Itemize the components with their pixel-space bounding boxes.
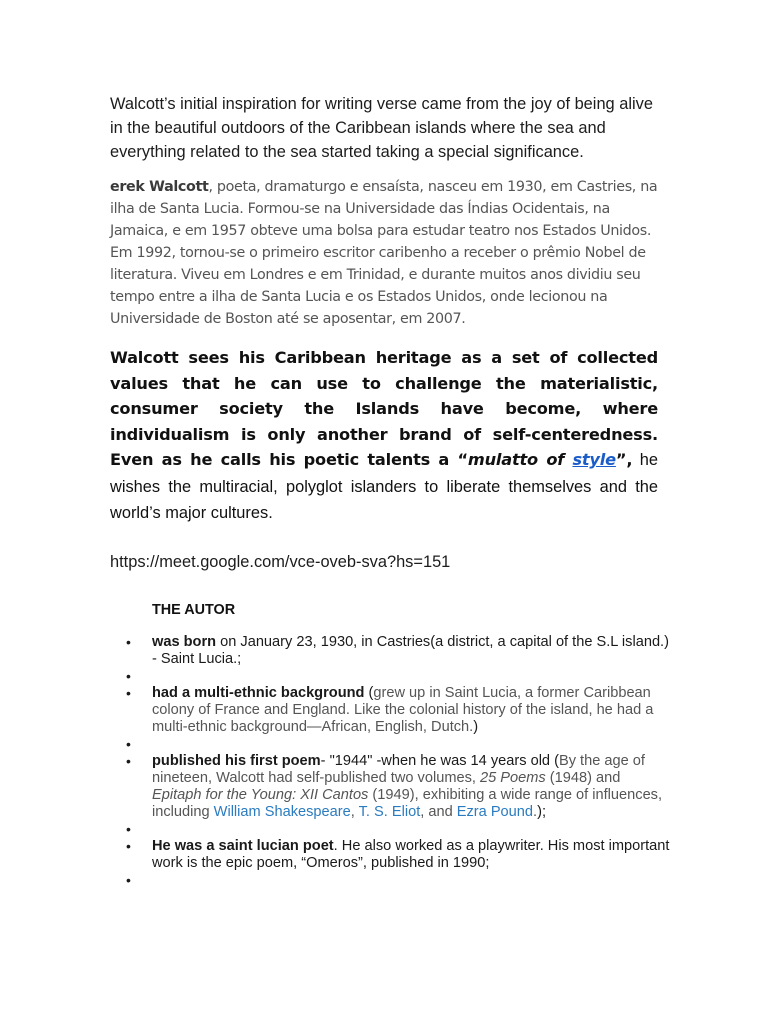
paragraph-heritage — [110, 345, 658, 527]
author-facts-list — [110, 634, 670, 889]
bullet-icon: • — [126, 838, 131, 854]
item-gray-text: By the age of nineteen, Walcott had self-published two volumes, — [152, 753, 645, 786]
item-gray-text: . — [533, 804, 538, 820]
item-text: ( — [364, 685, 374, 701]
style-link[interactable]: style — [572, 450, 616, 469]
list-item-empty — [110, 821, 670, 838]
shakespeare-link[interactable]: William Shakespeare — [213, 804, 351, 820]
item-text: . He also worked as a playwriter. His most important work is the epic poem, “Omeros”, published in 1990; — [152, 838, 670, 871]
author-name: erek Walcott — [110, 179, 209, 195]
mulatto-italic: mulatto of — [467, 450, 573, 469]
paragraph-biography-portuguese — [110, 176, 658, 330]
bullet-icon: • — [126, 872, 131, 888]
item-bold-label: had a multi-ethnic background — [152, 685, 365, 701]
bullet-icon: • — [126, 821, 131, 837]
heritage-bold-text: Walcott sees his Caribbean heritage as a set of collected values that he can use to challenge the materialistic, consumer society the Islands have become, where individualism is only another brand of self-centeredness. Even as he calls his poetic talents a “ — [110, 348, 658, 469]
biography-text: , poeta, dramaturgo e ensaísta, nasceu em 1930, em Castries, na ilha de Santa Lucia. Formou-se na Universidade das Índias Ocidentais, na Jamaica, e em 1957 obteve uma bolsa para estudar teatro nos Estados Unidos. Em 1992, tornou-se o primeiro escritor caribenho a receber o prêmio Nobel de literatura. Viveu em Londres e em Trinidad, e durante muitos anos dividiu seu tempo entre a ilha de Santa Lucia e os Estados Unidos, onde lecionou na Universidade de Boston até se aposentar, em 2007. — [110, 179, 658, 327]
item-gray-text: (1948) and — [545, 770, 621, 786]
bullet-icon: • — [126, 685, 131, 701]
list-item-empty — [110, 668, 670, 685]
heritage-rest-text: he wishes the multiracial, polyglot islanders to liberate themselves and the world’s major cultures. — [110, 451, 658, 522]
list-item-background — [110, 685, 670, 736]
list-item-empty — [110, 872, 670, 889]
bullet-icon: • — [126, 753, 131, 769]
item-gray-text: , and — [420, 804, 457, 820]
list-item-born — [110, 634, 670, 668]
book-title: Epitaph for the Young: XII Cantos — [152, 787, 369, 803]
item-text: - "1944" -when he was 14 years old ( — [320, 753, 559, 769]
pound-link[interactable]: Ezra Pound — [456, 804, 534, 820]
bullet-icon: • — [126, 634, 131, 650]
item-gray-text: (1949), exhibiting a wide range of influences, including — [152, 787, 663, 820]
section-heading: THE AUTOR — [152, 602, 236, 618]
item-gray-text: grew up in Saint Lucia, a former Caribbean colony of France and England. Like the colonial history of the island, he had a multi-ethnic background—African, English, Dutch. — [152, 685, 654, 735]
heritage-quote-close: ”, — [615, 450, 633, 469]
item-text: ); — [537, 804, 547, 820]
document-body — [110, 92, 658, 573]
item-bold-label: was born — [152, 634, 217, 650]
item-text: ) — [473, 719, 479, 735]
list-item-poet — [110, 838, 670, 872]
item-text: on January 23, 1930, in Castries(a district, a capital of the S.L island.) - Saint Lucia.; — [152, 634, 669, 667]
list-item-empty — [110, 736, 670, 753]
book-title: 25 Poems — [480, 770, 546, 786]
eliot-link[interactable]: T. S. Eliot — [358, 804, 421, 820]
item-gray-text: , — [350, 804, 359, 820]
meeting-url: https://meet.google.com/vce-oveb-sva?hs=151 — [110, 552, 451, 571]
item-bold-label: He was a saint lucian poet — [152, 838, 334, 854]
author-section — [110, 600, 670, 889]
bullet-icon: • — [126, 736, 131, 752]
list-item-first-poem — [110, 753, 670, 821]
bullet-icon: • — [126, 668, 131, 684]
item-bold-label: published his first poem — [152, 753, 321, 769]
paragraph-inspiration: Walcott’s initial inspiration for writing verse came from the joy of being alive in the beautiful outdoors of the Caribbean islands where the sea and everything related to the sea started taking a special significance. — [110, 95, 653, 161]
